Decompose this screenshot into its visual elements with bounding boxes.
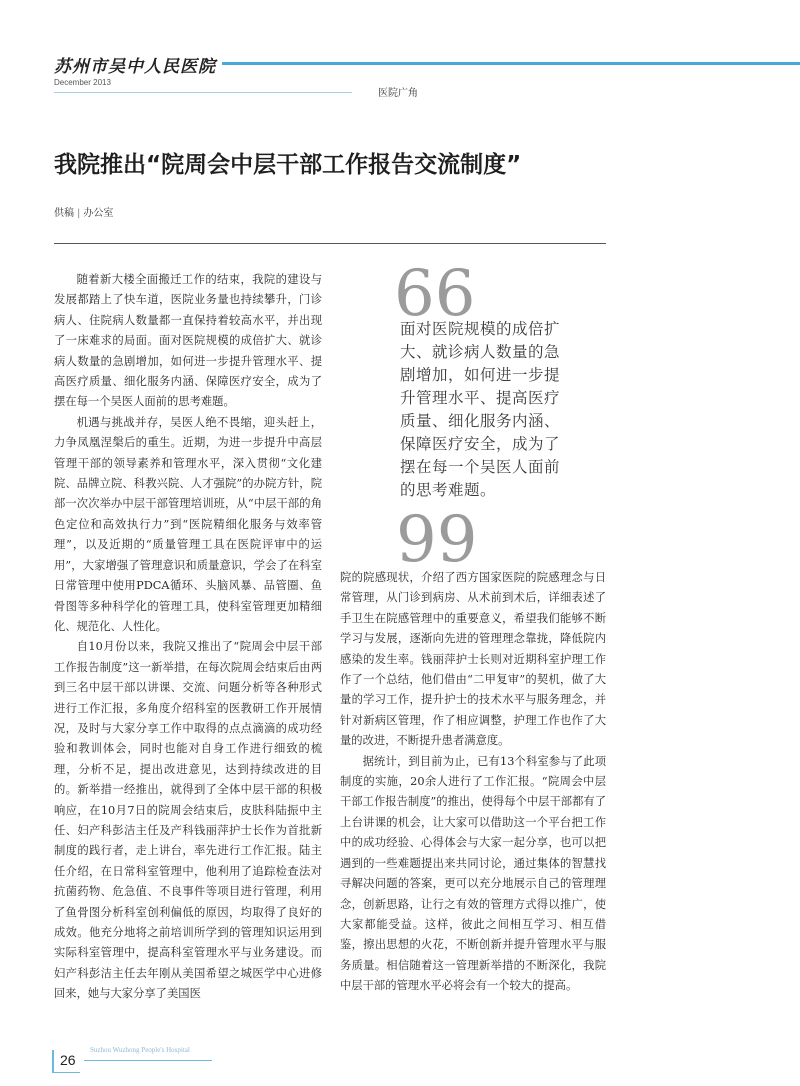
title-rule <box>54 243 606 244</box>
quote-close-mark: 99 <box>396 503 478 577</box>
paragraph: 据统计，到目前为止，已有13个科室参与了此项制度的实施，20余人进行了工作汇报。“院周会中层干部工作报告制度”的推出，使得每个中层干部都有了上台讲课的机会，让大家可以借助这一个平台把工作中的成功经验、心得体会与大家一起分享，也可以把遇到的一些难题提出来共同讨论，通过集体的智慧找寻解决问题的答案，更可以充分地展示自己的管理理念，创新思路，让行之有效的管理方式得以推广，使大家都能受益。这样，彼此之间相互学习、相互借鉴，擦出思想的火花，不断创新并提升管理水平与服务质量。相信随着这一管理新举措的不断深化，我院中层干部的管理水平必将会有一个较大的提高。 <box>340 754 606 993</box>
footer-rule <box>84 1060 212 1061</box>
paragraph: 自10月份以来，我院又推出了“院周会中层干部工作报告制度”这一新举措，在每次院周会结束后由两到三名中层干部以讲课、交流、问题分析等各种形式进行工作汇报，多角度介绍科室的医教研工作开展情况，及时与大家分享工作中取得的点点滴滴的成功经验和教训体会，同时也能对自身工作进行细致的梳理，分析不足，提出改进意见，达到持续改进的目的。新举措一经推出，就得到了全体中层干部的积极响应，在10月7日的院周会结束后，皮肤科陆振中主任、妇产科彭洁主任及产科钱丽萍护士长作为首批新制度的践行者，走上讲台，率先进行工作汇报。陆主任介绍，在日常科室管理中，他利用了追踪检查法对抗菌药物、危急值、不良事件等项目进行管理，利用了鱼骨图分析科室创利偏低的原因，均取得了良好的成效。他充分地将之前培训所学到的管理知识运用到实际科室管理中，提高科室管理水平与业务建设。而妇产科彭洁主任去年刚从美国希望之城医学中心进修回来，她与大家分享了美国医 <box>54 640 322 1001</box>
byline-label: 供稿 <box>54 208 74 219</box>
page-number: 26 <box>60 1052 76 1068</box>
quote-open-mark: 66 <box>394 257 476 331</box>
paragraph: 机遇与挑战并存，吴医人绝不畏缩，迎头赶上，力争凤凰涅槃后的重生。近期，为进一步提升中高层管理干部的领导素养和管理水平，深入贯彻“文化建院、品牌立院、科教兴院、人才强院”的办院方针，院部一次次举办中层干部管理培训班，从“中层干部的角色定位和高效执行力”到“医院精细化服务与效率管理”，以及近期的“质量管理工具在医院评审中的运用”，大家增强了管理意识和质量意识，学会了在科室日常管理中使用PDCA循环、头脑风暴、品管圈、鱼骨图等多种科学化的管理工具，使科室管理更加精细化、规范化、人性化。 <box>54 415 322 633</box>
right-column <box>340 568 606 997</box>
paragraph: 随着新大楼全面搬迁工作的结束，我院的建设与发展都踏上了快车道，医院业务量也持续攀升，门诊病人、住院病人数量都一直保持着较高水平，并出现了一床难求的局面。面对医院规模的成倍扩大、就诊病人数量的急剧增加，如何进一步提升管理水平、提高医疗质量、细化服务内涵、保障医疗安全，成为了摆在每一个吴医人面前的思考难题。 <box>54 273 322 409</box>
header-date: December 2013 <box>54 78 111 87</box>
header-section-label: 医院广角 <box>378 88 418 99</box>
header-logo: 苏州市吴中人民医院 <box>54 57 216 77</box>
paragraph: 院的院感现状，介绍了西方国家医院的院感理念与日常管理，从门诊到病房、从术前到术后，详细表述了手卫生在院感管理中的重要意义，希望我们能够不断学习与发展，逐渐向先进的管理理念靠拢，降低院内感染的发生率。钱丽萍护士长则对近期科室护理工作作了一个总结，他们借由“二甲复审”的契机，做了大量的学习工作，提升护士的技术水平与服务理念，并针对新病区管理，作了相应调整，护理工作也作了大量的改进，不断提升患者满意度。 <box>340 571 606 748</box>
footer-publication: Suzhou Wuzhong People's Hospital <box>90 1046 190 1054</box>
left-column <box>54 270 322 1005</box>
article-title: 我院推出“院周会中层干部工作报告交流制度” <box>54 152 522 178</box>
byline-separator: | <box>77 208 81 219</box>
byline <box>54 204 113 219</box>
header-accent-bar <box>222 62 800 65</box>
pull-quote: 面对医院规模的成倍扩大、就诊病人数量的急剧增加，如何进一步提升管理水平、提高医疗质量、细化服务内涵、保障医疗安全，成为了摆在每一个吴医人面前的思考难题。 <box>400 320 561 499</box>
byline-author: 办公室 <box>83 208 114 219</box>
header-divider <box>54 92 352 93</box>
